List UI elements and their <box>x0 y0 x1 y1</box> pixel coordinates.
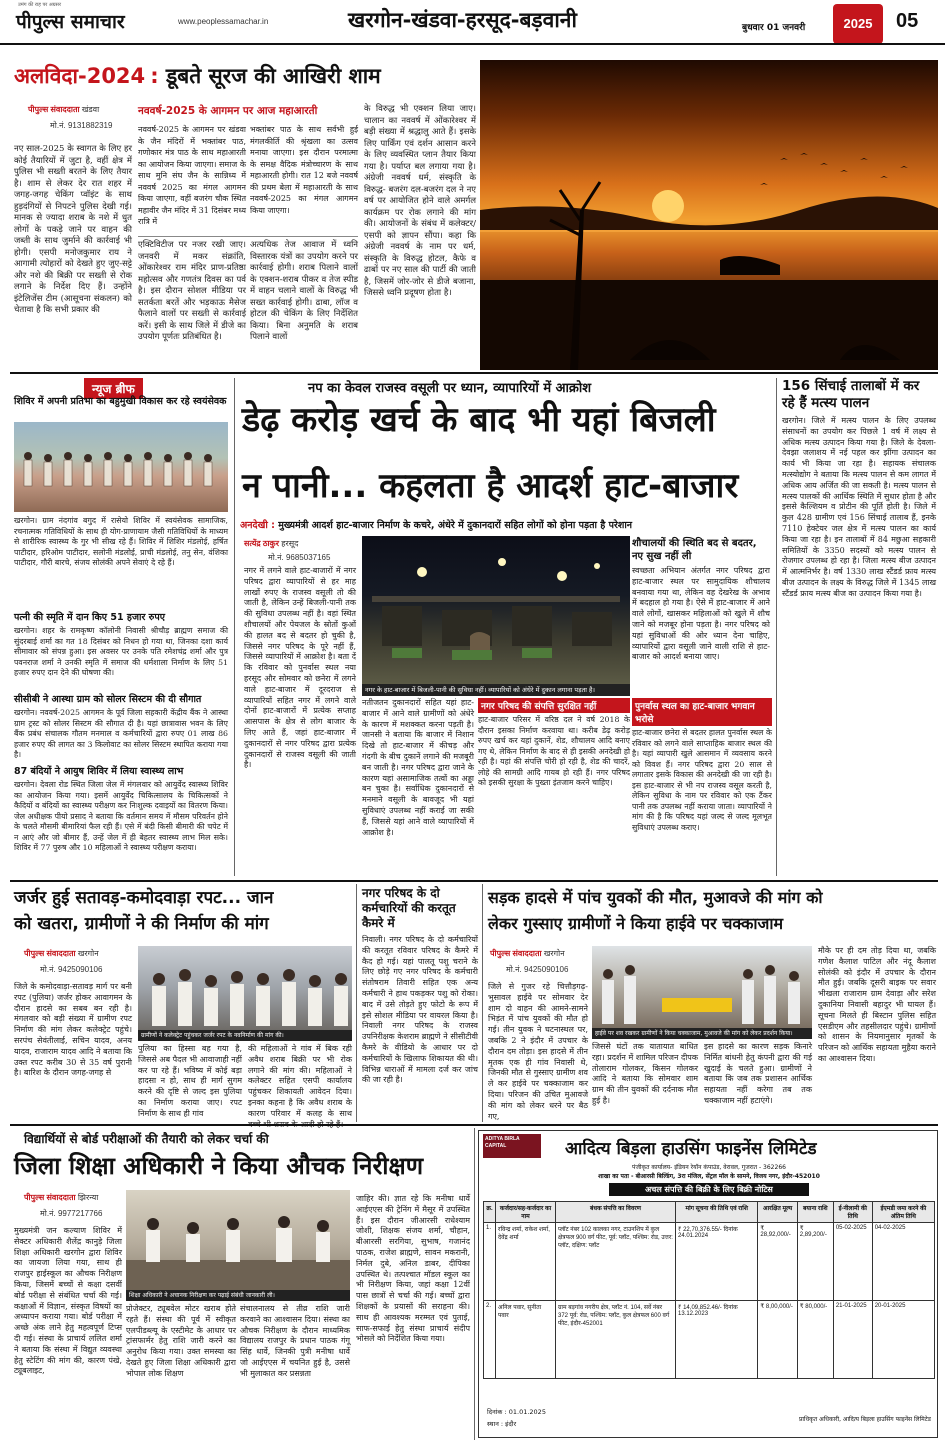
council-headline: नगर परिषद के दो कर्मचारियों की करतूत कैमरे में <box>362 886 456 930</box>
inspection-byline <box>24 1192 134 1203</box>
council-story <box>362 886 478 1122</box>
cell-reserve: ₹ 28,92,000/- <box>758 1223 797 1301</box>
notice-date: दिनांक : 01.01.2025 <box>487 1408 546 1416</box>
villagers-illustration <box>138 946 352 1030</box>
notice-signatory: प्राधिकृत अधिकारी, आदित्य बिड़ला हाउसिंग फाइनेंस लिमिटेड <box>798 1416 931 1423</box>
inspection-photo-caption: शिक्षा अधिकारी ने अचानक निरीक्षण कर पढ़ाई संबंधी जानकारी ली। <box>126 1290 350 1301</box>
th-reserve: आरक्षित मूल्य <box>758 1202 797 1223</box>
bridge-byline-place: खरगोन <box>77 949 99 958</box>
notice-title: अचल संपत्ति की बिक्री के लिए बिक्री नोटिस <box>609 1183 809 1196</box>
accident-byline-org: पीपुल्स संवाददाता <box>490 949 542 958</box>
inspection-col2: प्रोजेक्टर, ट्यूबवेल मोटर खराब होते रहते हैं। संस्था की पूर्व में स्वीकृत एलपीडब्ल्यू के एस्टीमेट के आधार पर ट्रांसफार्मर हेतु राशि जारी करने का अनुरोध किया गया। उक्त समस्या का देखते हुए जिला शिक्षा अधिकारी द्वारा भोपाल लोक शिक्षण <box>126 1304 236 1378</box>
cell-demand: ₹ 14,09,852.46/- दिनांक 13.12.2023 <box>676 1301 758 1379</box>
lead-headline-text: डूबते सूरज की आखिरी शाम <box>165 64 381 88</box>
company-logo <box>483 1134 541 1158</box>
section-divider-2 <box>10 880 938 882</box>
accident-headline-2: लेकर गुस्साए ग्रामीणों ने किया हाईवे पर चक्काजाम <box>488 914 784 933</box>
brief-photo-1 <box>14 422 228 512</box>
cell-emd: ₹ 80,000/- <box>797 1301 833 1379</box>
inspection-headline: जिला शिक्षा अधिकारी ने किया औचक निरीक्षण <box>14 1152 424 1180</box>
accident-divider <box>482 884 483 1122</box>
accident-byline <box>490 948 600 959</box>
brief-text-3: खरगोन। नववर्ष-2025 आगमन के पूर्व जिला सहकारी केंद्रीय बैंक ने आस्था ग्राम ट्रस्ट को सोलर सिस्टम की सौगात दी है। यहां छात्रावास भवन के लिए बैंक प्रबंध संचालक गौतम मनमाल व कर्मचारियों द्वारा रुपए 01 लाख 86 हजार रुपए की लागत का 3 किलोवाट का सोलर सिस्टम स्थापित कराया गया है। <box>14 708 228 759</box>
main-headline-2: न पानी... कहलता है आदर्श हाट-बाजार <box>242 466 739 506</box>
th-emd-date: ईएमडी जमा करने की अंतिम तिथि <box>872 1202 934 1223</box>
brief-text-2: खरगोन। शहर के रामकृष्ण कॉलोनी निवासी श्रीचौड़ ब्राह्मण समाज की सुंदरबाई शर्मा का गत 18 दिसंबर को निधन हो गया था, जिनका दशा कार्य सीमावार को संपन्न हुआ। इस अवसर पर उनके पति रमेशचंद्र शर्मा और पुत्र पवनराज शर्मा ने उनकी स्मृति में समाज की धर्मशाला निर्माण के लिए 51 हजार रुपए दान देने की घोषणा की। <box>14 626 228 677</box>
inspection-col1: मुख्यमंत्री जन कल्याण शिविर में सेक्टर अधिकारी शैलेंद्र कानुड़े जिला शिक्षा अधिकारी खरगोन द्वारा शिविर का जायजा लिया गया, साथ ही राजपुर हाईस्कूल का औचक निरीक्षण किया, जिसमें बच्चों से कक्षा दसवीं बोर्ड परीक्षा से संबंधित चर्चा की गई। कक्षाओं में विज्ञान, संस्कृत विषयों का अध्यापन कराया गया। बोर्ड परीक्षा में अच्छे अंक लाने हेतु महत्वपूर्ण टिप्स दी गई। संस्था के प्राचार्य ललित शर्मा ने बताया कि संस्था में विद्युत व्यवस्था हेतु स्टेटिंग की मांग की, कारण पंखे, ट्यूबलाइट, <box>14 1226 122 1376</box>
website[interactable]: www.peoplessamachar.in <box>178 17 269 26</box>
inspection-strap: विद्यार्थियों से बोर्ड परीक्षाओं की तैयारी को लेकर चर्चा की <box>24 1132 269 1146</box>
cell-borrower: अनिल पवार, सुनीता पवार <box>496 1301 556 1379</box>
council-property-box <box>478 698 630 878</box>
cell-emd: ₹ 2,89,200/- <box>797 1223 833 1301</box>
lead-mobile: मो.नं. 9131882319 <box>50 121 113 130</box>
sale-notice <box>478 1130 938 1438</box>
company-title: आदित्य बिड़ला हाउसिंग फाइनेंस लिमिटेड <box>565 1139 817 1159</box>
notice-divider <box>474 1128 475 1440</box>
table-row <box>484 1223 935 1301</box>
masthead-tagline: उमंग की राह पर अग्रसर <box>18 2 61 8</box>
inspection-col4: जाहिर की। ज्ञात रहे कि मनीषा धार्वे आईएएस की ट्रेनिंग में मैसूर में उपस्थित हैं। इस दौरान जीआरसी राधेश्याम जोशी, शिक्षक संजय शर्मा, चौहान, बीआरसी सरगिया, सुभाष, गजानंद पाठक, राजेश ब्राह्मणे, सावन मकरानी, निर्मल दुबे, अनिल डाबर, दीपिका उपस्थित थे। तत्पश्चात मॉडल स्कूल का भी निरीक्षण किया, जहां कक्षा 12वीं पास छात्रों से चर्चा की गई। बच्चों द्वारा शिक्षकों के प्रयासों की सराहना की। साथ ही आवश्यक मरम्मत एवं पुताई, साफ-सफाई हेतु संस्था प्राचार्य संदीप भोसले को निर्देशित किया गया। <box>356 1194 470 1344</box>
auction-table <box>483 1201 935 1379</box>
section-divider-3 <box>10 1124 938 1126</box>
year-badge-text: 2025 <box>843 16 873 31</box>
lead-col2-sub <box>138 104 360 124</box>
accident-col2: जिससे घंटों तक यातायात बाधित रहा। प्रदर्शन में शामिल परिजन दीपक तोलाराम गोलकर, किसन गोलकर आदि ने बताया कि सोमवार शाम ग्राम की तीन युवकों की दर्दनाक मौत हुई है। <box>592 1042 698 1105</box>
th-emd: बयाना राशि <box>797 1202 833 1223</box>
inspection-byline-place: झिरन्या <box>77 1193 99 1202</box>
bridge-mobile: मो.नं. 9425090106 <box>40 965 103 974</box>
main-byline-place: हरसूद <box>281 539 299 548</box>
toilet-heading: शौचालयों की स्थिति बद से बदतर, नए सुख नहीं ली <box>632 538 757 562</box>
notice-header <box>479 1131 937 1161</box>
camp-students-illustration <box>14 422 228 512</box>
market-photo <box>362 536 630 684</box>
address-2: शाखा का पता - बीआरसी बिल्डिंग, 3रा मंजिल, सेंट्रल मॉल के सामने, विजय नगर, इंदौर-452010 <box>598 1173 820 1180</box>
cell-reserve: ₹ 8,00,000/- <box>758 1301 797 1379</box>
lead-kicker: अलविदा-2024 <box>14 64 146 88</box>
page-number: 05 <box>896 10 919 32</box>
cell-no: 1. <box>484 1223 496 1301</box>
th-borrower: कर्जदार/सह-कर्जदार का नाम <box>496 1202 556 1223</box>
accident-byline-place: खरगोन <box>543 949 565 958</box>
lead-col2c: एक्टिविटीज पर नजर रखी जाए। जनवरी में मकर संक्रांति, ओंकारेश्वर राम मंदिर प्राण-प्रतिष्ठा महोत्सव और गणतंत्र दिवस का पर्व है। इस दौरान सोशल मीडिया पर सतर्कता बरतें और भड़काऊ मैसेज फैलाने वालों पर सख्ती से कार्रवाई करें। इसी के साथ जिले में डीजे का उपयोग पूर्णतः प्रतिबंधित है। <box>138 240 246 342</box>
cell-auction-date: 21-01-2025 <box>833 1301 872 1379</box>
inspection-byline-org: पीपुल्स संवाददाता <box>24 1193 76 1202</box>
ponds-story <box>782 378 936 878</box>
section-divider-1 <box>10 372 938 374</box>
cell-auction-date: 05-02-2025 <box>833 1223 872 1301</box>
main-byline-name: सत्येंद्र ठाकुर <box>244 539 279 548</box>
brief-headline-3: सीसीबी ने आस्था ग्राम को सोलर सिस्टम की दी सौगात <box>14 694 202 705</box>
th-auction-date: ई-नीलामी की तिथि <box>833 1202 872 1223</box>
box2-text: हाट-बाजार छनेरा से बदतर हालत पुनर्वास स्थल के रविवार को लगने वाले साप्ताहिक बाजार स्थल की है। यहां व्यापारी खुले आसमान में व्यवसाय करने को विवश हैं। नगर परिषद द्वारा 20 साल से लगातार इसके विकास की अनदेखी की जा रही है। इस हाट-बाजार से भी नप राजस्व वसूल करती है, लेकिन सुविधा के नाम पर रविवार को एक टैंकर पानी तक उपलब्ध नहीं कराया जाता। व्यापारियों ने मांग की है कि परिषद यहां जल्द से जल्द मूलभूत सुविधाएं उपलब्ध कराए। <box>632 728 772 832</box>
th-demand: मांग सूचना की तिथि एवं राशि <box>676 1202 758 1223</box>
accident-headline-1: सड़क हादसे में पांच युवकों की मौत, मुआवजे की मांग को <box>488 888 823 907</box>
cell-demand: ₹ 22,70,376.55/- दिनांक 24.01.2024 <box>676 1223 758 1301</box>
th-property: बंधक संपत्ति का विवरण <box>556 1202 676 1223</box>
notice-place: स्थान : इंदौर <box>487 1420 517 1428</box>
bridge-col1: जिले के कमोदवाड़ा-सतावड़ मार्ग पर बनी रपट (पुलिया) जर्जर होकर आवागमन के दौरान हादसे का सबब बन रही है। मंगलवार को बड़ी संख्या में ग्रामीण रपट निर्माण की मांग लेकर कलेक्ट्रेट पहुंचे। सरपंच सेवंतीलाई, सचिन यादव, अनय यादव, राजाराम यादव आदि ने बताया कि उक्त रपट करीब 30 से 35 वर्ष पुरानी है। बारिश के दौरान जगह-जगह से <box>14 982 132 1078</box>
lead-col3: के विरुद्ध भी एक्शन लिया जाए। चालान का नववर्ष में ओंकारेश्वर में बड़ी संख्या में श्रद्धालु आते हैं। इसके लिए पार्किंग एवं दर्शन आसान करने के लिए व्यवस्थित प्लान तैयार किया गया है। पर्याप्त बल लगाया गया है। अंग्रेजी नववर्ष धर्म, संस्कृति के विरुद्ध- बजरंग दल-बजरंग दल ने नए वर्ष पर आयोजित होने वाले अमर्गल कार्यक्रम पर रोक लगाने की मांग की। आयोजनों के संबंध में कलेक्टर/एसपी को ज्ञापन सौंपा। कहा कि अंग्रेजी नववर्ष के नाम पर धर्म, संस्कृति के विरुद्ध होटल, कैफे व ढाबों पर नए साल की पार्टी की जाती है, जिसमें जोर-जोर से डीजे बजाना, जिससे ध्वनि प्रदूषण होता है। <box>364 104 476 298</box>
news-brief <box>10 378 232 878</box>
market-photo-caption: नगर के हाट-बाजार में बिजली-पानी की सुविधा नहीं। व्यापारियों को अंधेरे में दुकान लगाना पड़ता है। <box>362 684 630 696</box>
news-brief-label: न्यूज ब्रीफ <box>84 378 143 399</box>
main-mobile: मो.नं. 9685037165 <box>268 553 331 562</box>
lead-col2d: अत्यधिक तेज आवाज में ध्वनि विस्तारक यंत्रों का उपयोग करने पर कार्रवाई होगी। शराब पिलाने वालों के एक्शन-शराब पीकर व तेज स्पीड में वाहन चलाने वालों के विरुद्ध भी सख्त कार्रवाई होगी। ढाबा, लॉज व होटल की चेकिंग के लिए निर्देशित किया। बिना अनुमति के शराब पिलाने वालों <box>250 240 358 342</box>
rehab-market-box <box>632 698 772 878</box>
neglect-label: अनदेखी : <box>240 520 275 531</box>
accident-col3: इस हादसे का कारण सड़क किनारे निर्मित बांधनी हेतु कंपनी द्वारा की गई खुदाई के चलते हुआ। ग्रामीणों ने बताया कि जब तक प्रशासन आर्थिक सहायता नहीं करेगा तब तक चक्काजाम नहीं हटाएंगे। <box>704 1042 812 1105</box>
neglect-line <box>240 518 768 534</box>
sunset-photo <box>480 60 938 370</box>
accident-col4: मौके पर ही दम तोड़ दिया था, जबकि गणेश कैलाश पाटिल और नंदू कैलाश सोलंकी को इंदौर में उपचार के दौरान मौत हुई। जबकि दूसरी बाइक पर सवार भीखला राजाराम ग्राम देवाड़ा और सरेश दुकानिया निवासी बहादुर भी घायल हैं। सूचना मिलते ही बिस्टान पुलिस सहित एसडीएम और तहसीलदार पहुंचे। ग्रामीणों को शासन के नियमानुसार मृतकों के परिजन को आर्थिक सहायता मुहैया कराने का आश्वासन दिया। <box>818 946 936 1063</box>
lead-col2a: नववर्ष-2025 के आगमन पर खंडवा के जैन मंदिरों में भक्तांबर पाठ, गणोकार मंत्र पाठ के साथ महाआरती का आयोजन किया जाएगा। समाज के साथ मुनि संघ जैन के सान्निध्य में नववर्ष 2025 का मंगल आगमन किया जाएगा, वहीं बजरंग चौक स्थित महावीर जैन मंदिर में 31 दिसंबर मध्य रात्रि में <box>138 125 246 226</box>
ponds-text: खरगोन। जिले में मत्स्य पालन के लिए उपलब्ध संसाधनों का उपयोग कर पिछले 1 वर्ष में लक्ष्य से अधिक मत्स्य उत्पादन किया गया है। जिले के देवला-देवझा जलाशय में नई पहल कर झींगा उत्पादन का कार्य भी किया जा रहा है। सहायक संचालक मत्स्योद्योग ने बताया कि मत्स्य पालन से कम लागत में अधिक आय अर्जित की जा सकती है। मत्स्य पालन से मत्स्य पालकों की आर्थिक स्थिति में सुधार होता है और इससे कैल्शियम व प्रोटीन की पूर्ति होती है। जिले में कुल 428 ग्रामीण एवं 156 सिंचाई तालाब हैं, इनके 7110 हेक्टेयर जल क्षेत्र में मत्स्य पालन का कार्य किया जा रहा है। इन तालाबों में 84 मछुआ सहकारी समितियों के 3350 सदस्यों को मत्स्य पालन से रोजगार उपलब्ध हो रहा है। जिला मत्स्य बीज उत्पादन में आत्मनिर्भर है। वर्ष 1330 लाख स्टैंडर्ड फ्राय मत्स्य बीज उत्पादन के लक्ष्य के विरुद्ध जिले में 1345 लाख स्टैंडर्ड फ्राय मत्स्य बीज का उत्पादन किया गया है। <box>782 416 936 598</box>
bridge-photo <box>138 946 352 1030</box>
bridge-photo-caption: ग्रामीणों ने कलेक्ट्रेट पहुंचकर जर्जर रपट के नवनिर्माण की मांग की। <box>138 1030 352 1041</box>
masthead-rule <box>0 43 945 45</box>
bridge-headline-2: को खतरा, ग्रामीणों ने की निर्माण की मांग <box>14 914 269 934</box>
cell-property: प्लॉट नंबर 102 कालका नगर, टाउनशिप में कुल क्षेत्रफल 900 वर्ग फीट, पूर्व: प्लॉट, पश्चिम: रोड, उत्तर: प्लॉट, दक्षिण: प्लॉट <box>556 1223 676 1301</box>
bridge-col3: की महिलाओं ने गांव में बिक रही अवैध शराब बिक्री पर भी रोक लगाने की मांग की। महिलाओं ने कलेक्टर सहित एसपी कार्यालय पहुंचकर शिकायती आवेदन दिया। इनका कहना है कि अवैध शराब के कारण परिवार में कलह के साथ <box>248 1044 352 1118</box>
council-divider <box>356 884 357 1122</box>
accident-col1: जिले से गुजर रहे चित्तौड़गढ़-भुसावल हाईवे पर सोमवार देर शाम दो वाहन की आमने-सामने भिड़ंत में पांच युवकों की मौत हो गई। तीन युवक ने घटनास्थल पर, जबकि 2 ने इंदौर में उपचार के दौरान दम तोड़ा। इस हादसे में तीन मृतक एक ही गांव निवासी थे, जिनकी मौत से गुस्साए ग्रामीण शव ले कर हाईवे पर चक्काजाम कर दिया। परिजन की उचित मुआवजे की मांग को लेकर धरने पर बैठ गए, <box>488 982 588 1121</box>
ponds-headline: 156 सिंचाई तालाबों में कर रहे हैं मत्स्य पालन <box>782 378 920 411</box>
bridge-headline-1: जर्जर हुई सतावड़-कमोदवाड़ा रपट... जान <box>14 888 274 908</box>
paper-name: पीपुल्स समाचार <box>16 11 125 33</box>
brief-divider <box>234 378 235 876</box>
council-text: निवाली। नगर परिषद के दो कर्मचारियों की करतूत रविवार परिषद के कैमरे में कैद हो गई। यहां पालतू पशु चराने के लिए छोड़े गए नगर परिषद के कर्मचारी संतोषराम तिवारी सहित एक अन्य कर्मचारी ने हाथ पकड़कर पशु को रोका। बाद में उसे तोड़ते हुए फोटो के रूप में इसे सोशल मीडिया पर वायरल किया है। निवाली नगर परिषद के राजस्व उपनिरीक्षक केशराम ब्राह्मणे ने सीसीटीवी कैमरे के वीडियो के आधार पर दो कर्मचारियों के खिलाफ शिकायत की थी। विभिन्न धाराओं में मामला दर्ज कर जांच की जा रही है। <box>362 935 478 1085</box>
box1-heading: नगर परिषद की संपत्ति सुरक्षित नहीं <box>478 698 630 713</box>
accident-photo-caption: हाईवे पर शव रखकर ग्रामीणों ने किया चक्काजाम, मुआवजे की मांग को लेकर प्रदर्शन किया। <box>592 1028 812 1039</box>
main-strap: नप का केवल राजस्व वसूली पर ध्यान, व्यापारियों में आक्रोश <box>308 381 592 396</box>
cell-emd-date: 04-02-2025 <box>872 1223 934 1301</box>
cell-borrower: रविन्द्र शर्मा, राकेश शर्मा, देवेंद्र शर्मा <box>496 1223 556 1301</box>
section-title: खरगोन-खंडवा-हरसूद-बड़वानी <box>348 8 577 32</box>
accident-photo <box>592 946 812 1028</box>
inspection-mobile: मो.नं. 9977217766 <box>40 1209 103 1218</box>
neglect-text: मुख्यमंत्री आदर्श हाट-बाजार निर्माण के कचरे, अंधेरे में दुकानदारों सहित लोगों को होना पड़ता है परेशान <box>278 520 633 531</box>
lead-byline-org: पीपुल्स संवाददाता <box>28 105 80 114</box>
accident-mobile: मो.नं. 9425090106 <box>506 965 569 974</box>
ponds-divider <box>776 378 777 876</box>
cell-property: ग्राम बड़गांव नगरीय क्षेत्र, प्लॉट नं. 104, सर्वे नंबर 372 पूर्व: रोड, पश्चिम: प्लॉट, कुल क्षेत्रफल 600 वर्ग फीट, इंदौर-452001 <box>556 1301 676 1379</box>
masthead <box>0 0 945 46</box>
bridge-byline <box>24 948 134 959</box>
brief-headline-1: शिविर में अपनी प्रतिभा का बहुमुखी विकास कर रहे स्वयंसेवक <box>14 396 227 407</box>
inspection-col3: संचालनालय से तीव्र राशि जारी करवाने का आश्वासन दिया। संस्था का औचक निरीक्षण के दौरान माध्यमिक विद्यालय राजपुर के प्रधान पाठक गंगू सिंह धार्वे, जिनकी पुत्री मनीषा धार्वे जो आईएएस में चयनित हुई है, उससे भी मुलाकात कर प्रसन्नता <box>240 1304 350 1378</box>
classroom-illustration <box>126 1190 350 1290</box>
main-col1: नगर में लगने वाले हाट-बाजारों में नगर परिषद द्वारा व्यापारियों से हर माह लाखों रुपए के राजस्व वसूली तो की जाती है, लेकिन उन्हें बिजली-पानी तक की सुविधा उपलब्ध नहीं है। वहां स्थित शौचालयों और पेयजल के स्रोतों कुओं की हालत बद से बदतर हो चुकी है, जिससे नगर परिषद के पूरे नहीं हैं, जिससे व्यापारियों में आक्रोश है। बता दें कि रविवार को पुनर्वास स्थल नया हरसूद और सोमवार को छनेरा में लगने वाले हाट-बाजार में दूरदराज से व्यापारियों सहित नगर में लगने वाले दोनों हाट-बाजारों में प्रत्येक सप्ताह आसपास के क्षेत्र से लोग बाजार के लिए आते हैं, जहां हाट-बाजार में दुकानदारों से नगर परिषद द्वारा प्रत्येक दुकानदारों से राजस्व वसूली की जाती है। <box>244 566 356 770</box>
main-headline-1: डेढ़ करोड़ खर्च के बाद भी यहां बिजली <box>242 400 716 440</box>
bridge-col2: पुलिया का हिस्सा बह गया है, जिससे अब पैदल भी आवाजाही नहीं कर पा रहे हैं। भविष्य में कोई बड़ा हादसा न हो, साथ ही मार्ग सुगम करने की दृष्टि से जल्द इस पुलिया का निर्माण कराया जाए। रपट निर्माण के साथ ही गांव <box>138 1044 242 1118</box>
lead-byline <box>28 104 148 115</box>
address-1: पंजीकृत कार्यालय- इंडियन रेयॉन कंपाउंड, वेरावल, गुजरात - 362266 <box>632 1164 786 1171</box>
lead-byline-place: खंडवा <box>81 105 100 114</box>
bridge-byline-org: पीपुल्स संवाददाता <box>24 949 76 958</box>
kicker-separator: : <box>150 64 166 88</box>
cell-emd-date: 20-01-2025 <box>872 1301 934 1379</box>
inspection-photo <box>126 1190 350 1290</box>
masthead-date: बुधवार 01 जनवरी <box>742 23 806 33</box>
box1-text: हाट-बाजार परिसर में वरिष्ठ दल ने वर्ष 2018 के दौरान इसका निर्माण करवाया था। करीब डेढ़ करोड़ रुपए खर्च कर यहां दुकानें, शेड, शौचालय आदि बनाए गए थे, लेकिन निर्माण के बाद से ही इसकी अनदेखी हो रही है। यहां की संपत्ति चोरी हो रही है, शेड की चादरें, लोहे की सामग्री आदि गायब हो रही हैं। नगर परिषद को इसकी सुरक्षा के पुख्ता इंतजाम करने चाहिए। <box>478 715 630 787</box>
protest-illustration <box>592 946 812 1028</box>
toilet-text: स्वच्छता अभियान अंतर्गत नगर परिषद द्वारा हाट-बाजार स्थल पर सामुदायिक शौचालय बनवाया गया था, लेकिन वह देखरेख के अभाव में बदहाल हो गया है। ऐसे में हाट-बाजार में आने वाले लोगों, खासकर महिलाओं को खुले में शौच जाने को मजबूर होना पड़ता है। नगर परिषद को यहां सुविधाओं की ओर ध्यान देना चाहिए, व्यापारियों द्वारा वसूली जाने वाली राशि से हाट-बाजार को आदर्श बनाया जाए। <box>632 566 770 662</box>
auction-header-row <box>484 1202 935 1223</box>
lead-col2b: भक्तांबर पाठ के साथ सर्वभी हुई मंगलकीर्ति की श्रृंखला का उत्सव मनाया जाएगा। इस दौरान परमात्मा के समक्ष वैदिक मंत्रोच्चारण के साथ महाआरती होगी। रात 12 बजे नववर्ष की प्रथम बेला में महाआरती के साथ नववर्ष-2025 का मंगल आगमन किया जाएगा। <box>250 125 358 215</box>
sunset-illustration <box>480 60 938 370</box>
brief-headline-2: पत्नी की स्मृति में दान किए 51 हजार रुपए <box>14 612 165 623</box>
lead-col1: नए साल-2025 के स्वागत के लिए हर कोई तैयारियों में जुटा है, वहीं क्षेत्र में पुलिस भी सख्ती बरतने के लिए तैयार है। शाम से लेकर देर रात शहर में जगह-जगह चेकिंग प्वॉइंट के साथ हुड़दंगियों से निपटने पुलिस देखी गई। मानक से ज्यादा शराब के नशे में धुत लोगों के पकड़े जाने पर वाहन की जब्ती के साथ जुर्माने की कार्रवाई भी होगी। एसपी मनोजकुमार राय ने आगामी त्योहारों को देखते हुए जुए-सट्टे और नशे की बिक्री पर सख्ती से रोक लगाने के निर्देश दिए हैं। उन्होंने इंटेलिजेंस टीम (आसूचना संकलन) को चेतावा है कि सभी प्रकार की <box>14 144 132 315</box>
main-col2: नतीजतन दुकानदारों सहित यहां हाट-बाजार में आने वाले ग्रामीणों को अंधेरे के कारण में मशक्कत करना पड़ती है। जानसी ने बताया कि बाजार में निशान दिखे तो हाट-बाजार में कीचड़ और गंदगी के बीच दुकानें लगाने की मजबूरी बन जाती है। नगर परिषद द्वारा जाने के कारण यहां असामाजिक तत्वों का अड्डा बन चुका है। सर्वाधिक दुकानदारों से मनमाने वसूली के बावजूद भी यहां सुविधाएं उपलब्ध नहीं कराई जा सकी हैं, जिससे यहां आने वाले व्यापारियों में आक्रोश है। <box>362 698 474 837</box>
brief-headline-4: 87 बंदियों ने आयुष शिविर में लिया स्वास्थ्य लाभ <box>14 766 184 777</box>
brief-text-1: खरगोन। ग्राम नंदगांव बगुद में रासेयो शिविर में स्वयंसेवक सामाजिक, रचनात्मक गतिविधियों के साथ ही योग-प्राणायाम जैसी गतिविधियों के माध्यम से शारीरिक स्वास्थ्य के गुर भी सीख रहे हैं। शिविर में शिशिर मंडलोई, हर्षित पाटीदार, हरिओम पाटीदार, सलोनी मंडलोई, प्राची मंडलोई, तनु सेन, वंशिका पाटीदार, गौरी बारचे, संजय सोलंकी अपने सेवाएं दे रहे हैं। <box>14 516 228 567</box>
th-no: क्र. <box>484 1202 496 1223</box>
cell-no: 2. <box>484 1301 496 1379</box>
notice-table-wrap <box>483 1201 935 1397</box>
night-market-illustration <box>362 536 630 684</box>
lead-col2-divider <box>138 236 358 237</box>
lead-headline <box>14 62 484 96</box>
company-logo-text: ADITYA BIRLA CAPITAL <box>485 1136 520 1149</box>
main-byline <box>244 538 359 549</box>
table-row <box>484 1301 935 1379</box>
year-badge <box>833 4 883 44</box>
lead-col2-subheading: नववर्ष-2025 के आगमन पर आज महाआरती <box>138 105 318 117</box>
brief-text-4: खरगोन। देवला रोड स्थित जिला जेल में मंगलवार को आयुर्वेद स्वास्थ्य शिविर का आयोजन किया गया। इसमें आयुर्वेद चिकित्सालय के चिकित्सकों ने कैदियों व बंदियों का स्वास्थ्य परीक्षण कर निःशुल्क दवाइयों का वितरण किया। जेल अधीक्षक पीयो प्रसाद ने बताया कि वर्तमान समय में मौसम परिवर्तन होने के चलते मौसमी बीमारियां फैल रही हैं। एसे में बंदी किसी बीमारी की चपेट में न आएं और जो बीमार हैं, उन्हें जेल में ही बेहतर स्वास्थ्य लाभ मिल सके। शिविर में 77 पुरुष और 10 महिलाओं ने स्वास्थ्य परीक्षण कराया। <box>14 780 229 852</box>
box2-heading: पुनर्वास स्थल का हाट-बाजार भगवान भरोसे <box>632 698 772 726</box>
